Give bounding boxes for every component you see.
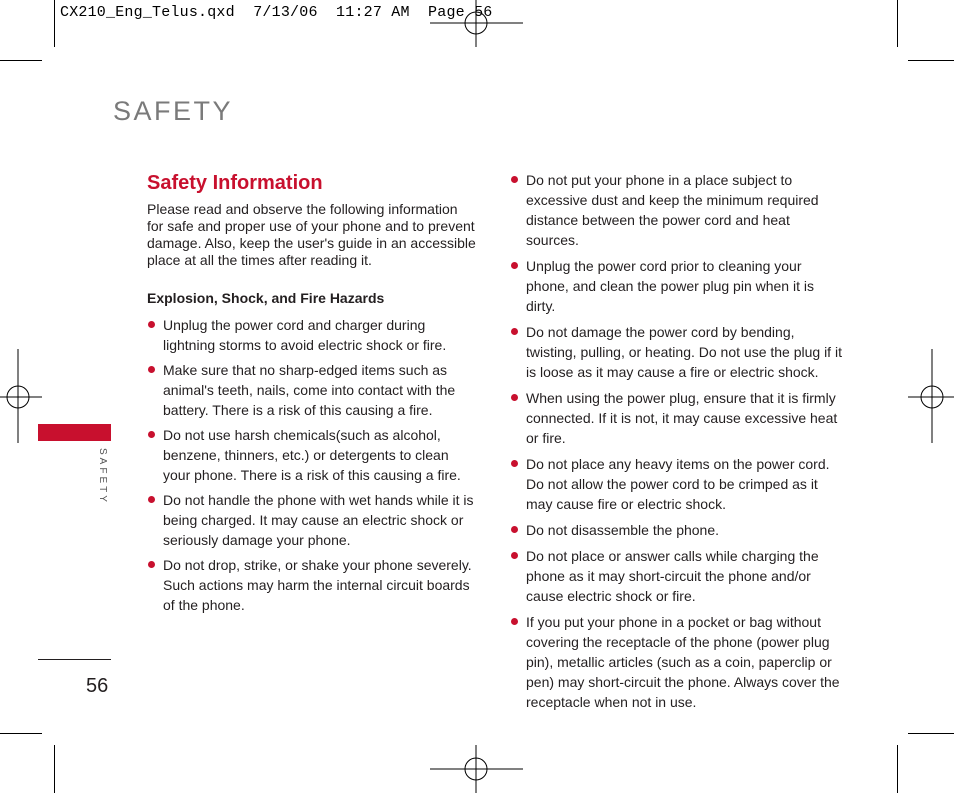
- bullet-icon: [148, 431, 155, 438]
- list-item-text: Do not disassemble the phone.: [526, 522, 720, 538]
- bullet-icon: [511, 176, 518, 183]
- bullet-icon: [148, 496, 155, 503]
- list-item: [147, 425, 477, 485]
- list-item: [510, 322, 845, 382]
- page-number: 56: [86, 675, 109, 697]
- bullet-icon: [511, 460, 518, 467]
- list-item-text: Unplug the power cord prior to cleaning your phone, and clean the power plug pin when it is dirty.: [526, 258, 814, 314]
- bullet-icon: [511, 262, 518, 269]
- list-item: [147, 555, 477, 615]
- list-item-text: Do not use harsh chemicals(such as alcohol, benzene, thinners, etc.) or detergents to clean your phone. There is a risk of this causing a fire.: [163, 427, 461, 483]
- bullet-icon: [511, 552, 518, 559]
- print-slug: CX210_Eng_Telus.qxd 7/13/06 11:27 AM Page 56: [60, 4, 493, 21]
- left-bullet-list: [147, 315, 477, 615]
- list-item: [147, 315, 477, 355]
- right-bullet-list: [510, 170, 845, 712]
- list-item: [510, 388, 845, 448]
- list-item: [147, 360, 477, 420]
- list-item-text: Do not drop, strike, or shake your phone severely. Such actions may harm the internal circuit boards of the phone.: [163, 557, 472, 613]
- list-item: [510, 256, 845, 316]
- intro-paragraph: Please read and observe the following information for safe and proper use of your phone and to prevent damage. Also, keep the user's guide in an accessible place at all the times after reading it.: [147, 201, 476, 268]
- list-item: [510, 546, 845, 606]
- bullet-icon: [511, 526, 518, 533]
- list-item-text: Do not damage the power cord by bending, twisting, pulling, or heating. Do not use the plug if it is loose as it may cause a fire or electric shock.: [526, 324, 842, 380]
- page-header-title: SAFETY: [113, 96, 234, 126]
- list-item: [510, 170, 845, 250]
- list-item: [147, 490, 477, 550]
- bullet-icon: [148, 366, 155, 373]
- page-number-rule: [38, 659, 111, 660]
- left-column: [147, 170, 477, 620]
- list-item: [510, 612, 845, 712]
- list-item-text: Do not handle the phone with wet hands while it is being charged. It may cause an electric shock or seriously damage your phone.: [163, 492, 474, 548]
- list-item-text: Do not place or answer calls while charging the phone as it may short-circuit the phone and/or cause electric shock or fire.: [526, 548, 819, 604]
- side-tab-bar: [38, 424, 111, 441]
- list-item-text: When using the power plug, ensure that it is firmly connected. If it is not, it may cause excessive heat or fire.: [526, 390, 838, 446]
- section-title: Safety Information: [147, 172, 323, 194]
- side-tab-label: SAFETY: [97, 448, 108, 505]
- list-item-text: If you put your phone in a pocket or bag without covering the receptacle of the phone (power plug pin), metallic articles (such as a coin, paperclip or pen) may short-circuit the phone. Always cover the receptacle when not in use.: [526, 614, 840, 710]
- list-item-text: Do not put your phone in a place subject to excessive dust and keep the minimum required distance between the power cord and heat sources.: [526, 172, 819, 248]
- list-item-text: Make sure that no sharp-edged items such as animal's teeth, nails, come into contact with the battery. There is a risk of this causing a fire.: [163, 362, 456, 418]
- list-item: [510, 454, 845, 514]
- bullet-icon: [148, 321, 155, 328]
- bullet-icon: [511, 328, 518, 335]
- list-item-text: Unplug the power cord and charger during lightning storms to avoid electric shock or fire.: [163, 317, 447, 353]
- list-item: [510, 520, 845, 540]
- bullet-icon: [148, 561, 155, 568]
- bullet-icon: [511, 394, 518, 401]
- hazards-subheading: Explosion, Shock, and Fire Hazards: [147, 290, 385, 306]
- bullet-icon: [511, 618, 518, 625]
- list-item-text: Do not place any heavy items on the power cord. Do not allow the power cord to be crimped as it may cause fire or electric shock.: [526, 456, 830, 512]
- right-column: [510, 170, 845, 718]
